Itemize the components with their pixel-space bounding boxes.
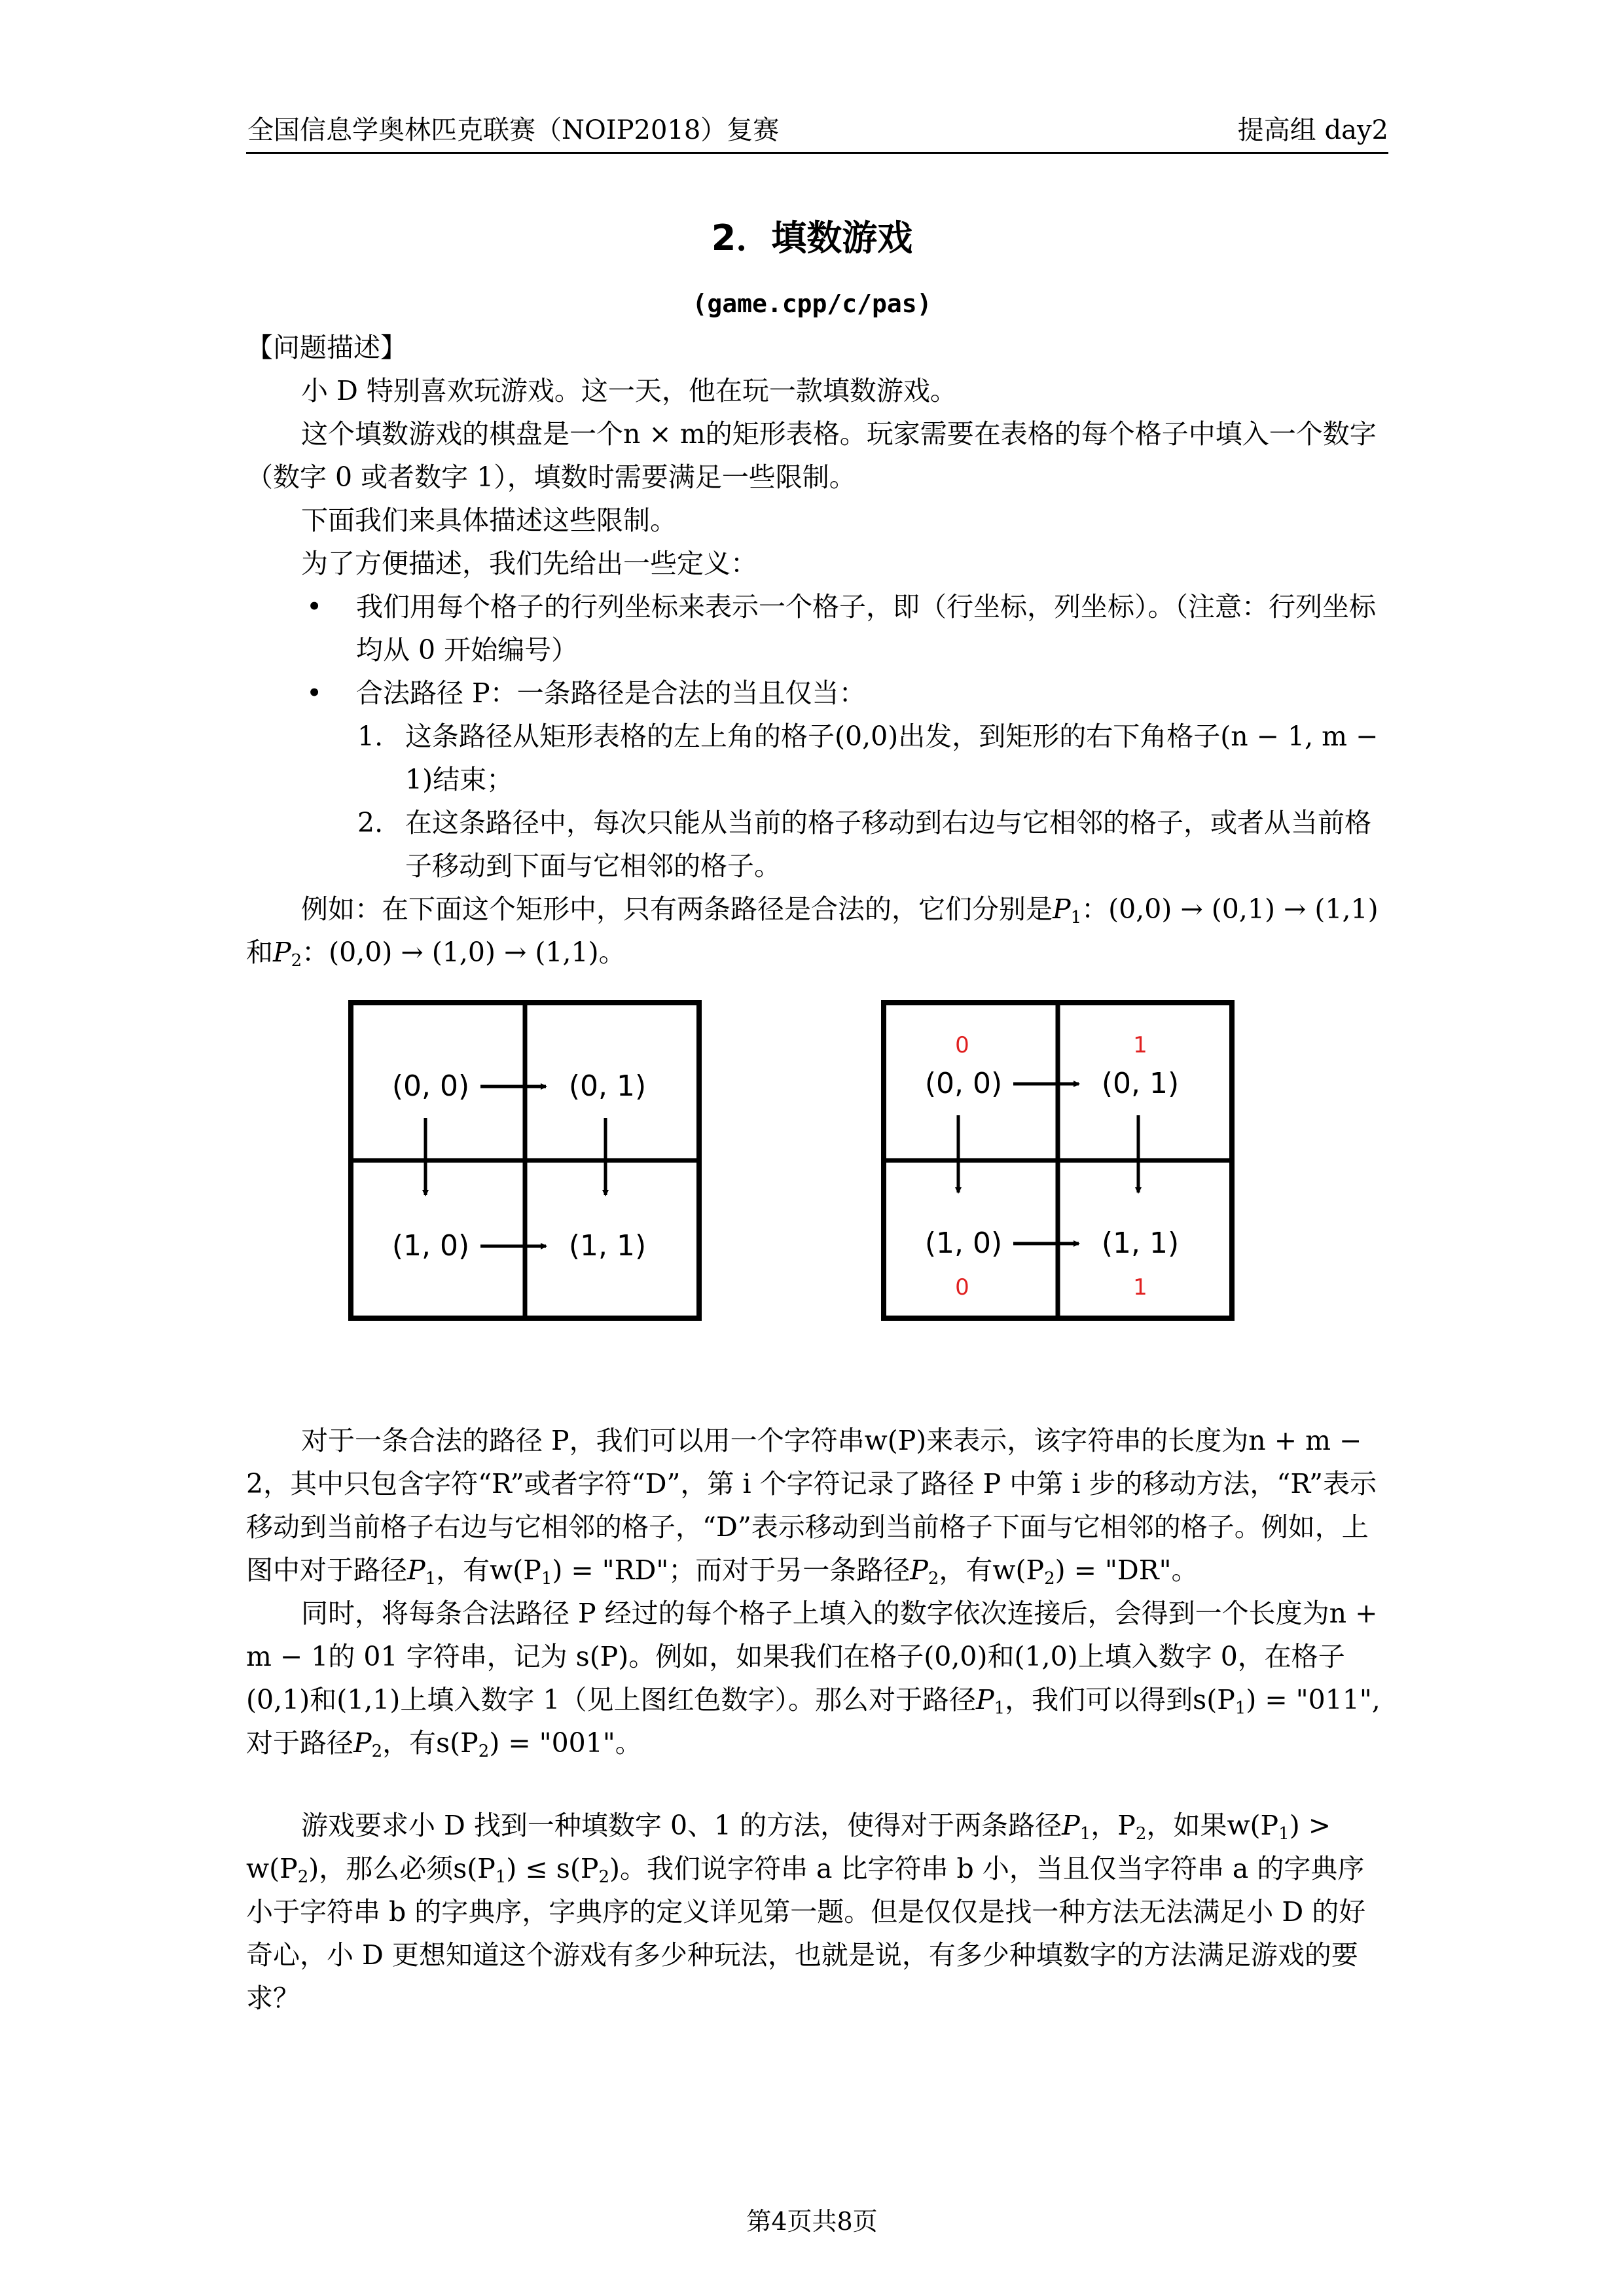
item-number: 1. [357,721,384,752]
text-run: ) = "RD"；而对于另一条路径 [552,1554,911,1586]
math-p: P [407,1554,425,1586]
cell-label-00: (0, 0) [924,1067,1003,1100]
text-run: )。我们说字符串 a 比字符串 b 小，当且仅当字符串 a 的字典序小于字符串 b 的字典序，字典序的定义详见第一题。但是仅仅是找一种方法无法满足小 D 的好奇心，小 D 更想知道这个游戏有多少种玩法，也就是说，有多少种填数字的方法满足游戏的要求？ [246,1853,1366,2014]
text-run: ：(0,0) → (1,0) → (1,1)。 [302,937,626,968]
cell-label-00: (0, 0) [391,1069,470,1103]
math-sub: 2 [297,1867,309,1887]
math-p: P [273,937,291,968]
problem-content [246,326,1388,2020]
text-run: ) > w(P [246,1810,1331,1884]
section-label: 【问题描述】 [246,332,407,363]
cell-label-01: (0, 1) [1101,1067,1180,1100]
header-left: 全国信息学奥林匹克联赛（NOIP2018）复赛 [247,115,780,145]
para-1: 小 D 特别喜欢玩游戏。这一天，他在玩一款填数游戏。 [301,375,957,406]
cell-label-11: (1, 1) [568,1229,647,1263]
page-number: 第4页共8页 [746,2207,878,2236]
grid-figures [246,1000,1388,1386]
math-sub: 2 [598,1867,609,1887]
math-p: P [1053,893,1071,925]
red-digit-11: 1 [1133,1274,1147,1300]
math-p: P [976,1684,994,1715]
bullet-text: 合法路径 P：一条路径是合法的当且仅当： [356,677,866,709]
math-sub: 1 [1278,1824,1290,1844]
numbered-item [246,715,1388,801]
item-number: 2. [357,807,384,838]
text-run: 对于一条合法的路径 P，我们可以用一个字符串w(P)来表示，该字符串的长度为n + m − 2，其中只包含字符“R”或者字符“D”，第 i 个字符记录了路径 P 中第 i 步的移动方法，“R”表示移动到当前格子右边与它相邻的格子，“D”表示移动到当前格子下面与它相邻的格子。例如，上图中对于路径 [246,1425,1377,1586]
para-6 [246,1592,1388,1765]
red-digit-10: 0 [955,1274,969,1300]
para-7 [246,1804,1388,2020]
grid-diagram-right [881,1000,1235,1321]
bullet-text: 我们用每个格子的行列坐标来表示一个格子，即（行坐标，列坐标）。（注意：行列坐标均从 0 开始编号） [356,591,1376,666]
math-sub: 1 [495,1867,507,1887]
math-sub: 1 [1079,1824,1091,1844]
math-sub: 2 [928,1569,939,1588]
math-sub: 1 [994,1698,1005,1718]
cell-label-10: (1, 0) [924,1227,1003,1260]
grid-figure-left [348,1000,702,1321]
math-sub: 1 [1070,908,1082,927]
problem-title: 2．填数游戏 [711,217,913,259]
header-rule [246,152,1388,154]
text-run: ，P [1091,1810,1136,1841]
bullet-item [246,672,1388,715]
math-sub: 2 [291,951,302,971]
math-sub: 2 [1044,1569,1055,1588]
cell-label-11: (1, 1) [1101,1227,1180,1260]
item-text: 在这条路径中，每次只能从当前的格子移动到右边与它相邻的格子，或者从当前格子移动到下面与它相邻的格子。 [405,807,1371,882]
grid-diagram-left [348,1000,702,1321]
example-para [246,888,1388,974]
text-run: ) = "001"。 [489,1727,642,1759]
numbered-item [246,801,1388,888]
text-run: ，如果w(P [1146,1810,1279,1841]
text-run: 例如：在下面这个矩形中，只有两条路径是合法的，它们分别是 [301,893,1053,925]
math-p: P [910,1554,928,1586]
para-2: 这个填数游戏的棋盘是一个n × m的矩形表格。玩家需要在表格的每个格子中填入一个数字（数字 0 或者数字 1），填数时需要满足一些限制。 [246,418,1377,493]
text-run: ：(0,0) → (0,1) → (1,1)和 [246,893,1379,968]
text-run: ) ≤ s(P [506,1853,599,1884]
para-4: 为了方便描述，我们先给出一些定义： [301,548,757,579]
math-sub: 2 [478,1742,490,1761]
grid-figure-right [881,1000,1235,1321]
math-sub: 1 [425,1569,437,1588]
math-sub: 2 [1135,1824,1147,1844]
math-p: P [353,1727,372,1759]
text-run: ，有w(P [939,1554,1045,1586]
text-run: ) = "011",对于路径 [246,1684,1380,1759]
text-run: ) = "DR"。 [1055,1554,1199,1586]
para-5 [246,1419,1388,1592]
problem-subtitle: (game.cpp/c/pas) [692,289,932,318]
para-3: 下面我们来具体描述这些限制。 [301,505,677,536]
math-sub: 1 [541,1569,552,1588]
text-run: ，有w(P [436,1554,541,1586]
red-digit-01: 1 [1133,1032,1147,1058]
text-run: 游戏要求小 D 找到一种填数字 0、1 的方法，使得对于两条路径 [301,1810,1062,1841]
header-right: 提高组 day2 [1237,115,1388,145]
math-sub: 1 [1235,1698,1246,1718]
text-run: ，我们可以得到s(P [1005,1684,1235,1715]
text-run: ，有s(P [382,1727,478,1759]
cell-label-10: (1, 0) [391,1229,470,1263]
bullet-item [246,585,1388,672]
bullet-dot: • [306,677,323,709]
red-digit-00: 0 [955,1032,969,1058]
item-text: 这条路径从矩形表格的左上角的格子(0,0)出发，到矩形的右下角格子(n − 1, m − 1)结束； [405,721,1379,795]
bullet-dot: • [306,591,323,622]
text-run: 同时，将每条合法路径 P 经过的每个格子上填入的数字依次连接后，会得到一个长度为n + m − 1的 01 字符串，记为 s(P)。例如，如果我们在格子(0,0)和(1,0)上填入数字 0，在格子(0,1)和(1,1)上填入数字 1（见上图红色数字）。那么对于路径 [246,1598,1378,1715]
math-p: P [1062,1810,1080,1841]
cell-label-01: (0, 1) [568,1069,647,1103]
text-run: )，那么必须s(P [308,1853,496,1884]
math-sub: 2 [371,1742,383,1761]
